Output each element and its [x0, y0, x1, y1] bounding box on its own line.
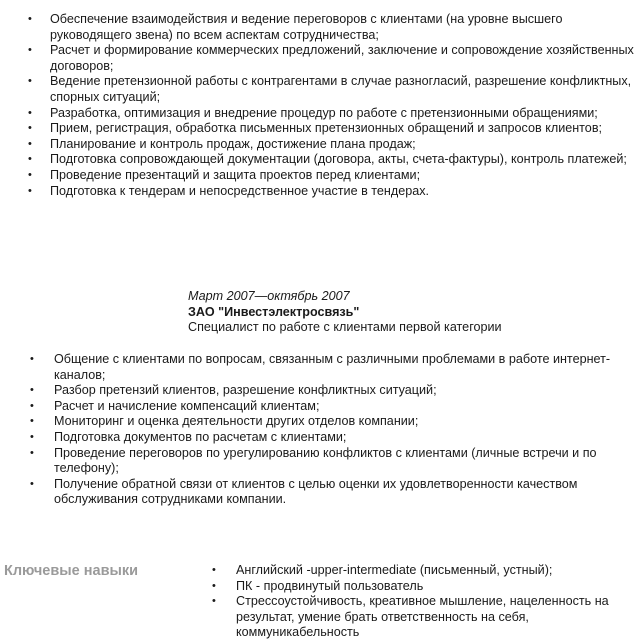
bullet-icon: • — [30, 415, 34, 428]
list-item — [26, 352, 630, 383]
bullet-icon: • — [30, 399, 34, 412]
bullet-icon: • — [28, 44, 32, 57]
list-item-text: ПК - продвинутый пользователь — [236, 578, 424, 593]
bullet-icon: • — [28, 13, 32, 25]
bullet-icon: • — [28, 184, 32, 197]
list-item — [24, 152, 634, 168]
list-item — [210, 579, 634, 595]
list-item-text: Общение с клиентами по вопросам, связанным с различными проблемами в работе интернет-каналов; — [54, 352, 611, 382]
list-item-text: Разработка, оптимизация и внедрение процедур по работе с претензионными обращениями; — [50, 105, 598, 120]
list-item-text: Английский -upper-intermediate (письменный, устный); — [236, 563, 553, 577]
list-item-text: Проведение презентаций и защита проектов перед клиентами; — [50, 167, 421, 182]
list-item-text: Подготовка к тендерам и непосредственное участие в тендерах. — [50, 183, 430, 198]
bullet-icon: • — [30, 384, 34, 397]
list-item-text: Стрессоустойчивость, креативное мышление, нацеленность на результат, умение брать ответственность на себя, коммуникабельность — [236, 594, 609, 640]
list-item-text: Подготовка сопровождающей документации (договора, акты, счета-фактуры), контроль платежей; — [50, 152, 627, 167]
list-item — [24, 43, 634, 74]
list-item-text: Расчет и формирование коммерческих предложений, заключение и сопровождение хозяйственных договоров; — [50, 43, 634, 73]
bullet-icon: • — [28, 153, 32, 166]
list-item — [26, 399, 630, 415]
bullet-icon: • — [212, 595, 216, 608]
list-item — [24, 168, 634, 184]
duties-list-1 — [24, 12, 634, 199]
bullet-icon: • — [30, 430, 34, 443]
list-item-text: Расчет и начисление компенсаций клиентам; — [54, 398, 320, 413]
list-item-text: Мониторинг и оценка деятельности других отделов компании; — [54, 414, 419, 429]
list-item — [26, 477, 630, 508]
list-item — [24, 106, 634, 122]
bullet-icon: • — [28, 137, 32, 150]
bullet-icon: • — [30, 477, 34, 490]
duties-list-2 — [26, 352, 630, 508]
list-item-text: Ведение претензионной работы с контрагентами в случае разногласий, разрешение конфликтных, спорных ситуаций; — [50, 74, 632, 104]
skills-list — [210, 563, 634, 641]
list-item — [24, 184, 634, 200]
list-item-text: Получение обратной связи от клиентов с целью оценки их удовлетворенности качеством обслуживания сотрудниками компании. — [54, 476, 578, 507]
job-position: Специалист по работе с клиентами первой категории — [188, 320, 502, 335]
bullet-icon: • — [28, 122, 32, 135]
skills-heading: Ключевые навыки — [4, 563, 139, 579]
list-item — [210, 594, 634, 641]
job-entry — [188, 289, 628, 336]
job-company: ЗАО "Инвестэлектросвязь" — [188, 304, 360, 319]
bullet-icon: • — [28, 106, 32, 119]
list-item — [24, 12, 634, 43]
list-item-text: Проведение переговоров по урегулированию конфликтов с клиентами (личные встречи и по телефону); — [54, 445, 597, 476]
list-item — [24, 137, 634, 153]
bullet-icon: • — [30, 446, 34, 459]
list-item-text: Прием, регистрация, обработка письменных претензионных обращений и запросов клиентов; — [50, 121, 603, 136]
list-item-text: Планирование и контроль продаж, достижение плана продаж; — [50, 136, 416, 151]
list-item — [210, 563, 634, 579]
list-item — [26, 446, 630, 477]
bullet-icon: • — [28, 75, 32, 88]
list-item — [26, 430, 630, 446]
list-item-text: Разбор претензий клиентов, разрешение конфликтных ситуаций; — [54, 383, 437, 398]
list-item — [24, 121, 634, 137]
job-period: Март 2007—октябрь 2007 — [188, 289, 350, 303]
bullet-icon: • — [28, 168, 32, 181]
list-item — [26, 414, 630, 430]
list-item — [26, 383, 630, 399]
bullet-icon: • — [212, 564, 216, 576]
bullet-icon: • — [30, 353, 34, 365]
bullet-icon: • — [212, 579, 216, 592]
list-item-text: Обеспечение взаимодействия и ведение переговоров с клиентами (на уровне высшего руководящего звена) по всем аспектам сотрудничества; — [50, 12, 563, 42]
list-item-text: Подготовка документов по расчетам с клиентами; — [54, 429, 347, 444]
list-item — [24, 74, 634, 105]
